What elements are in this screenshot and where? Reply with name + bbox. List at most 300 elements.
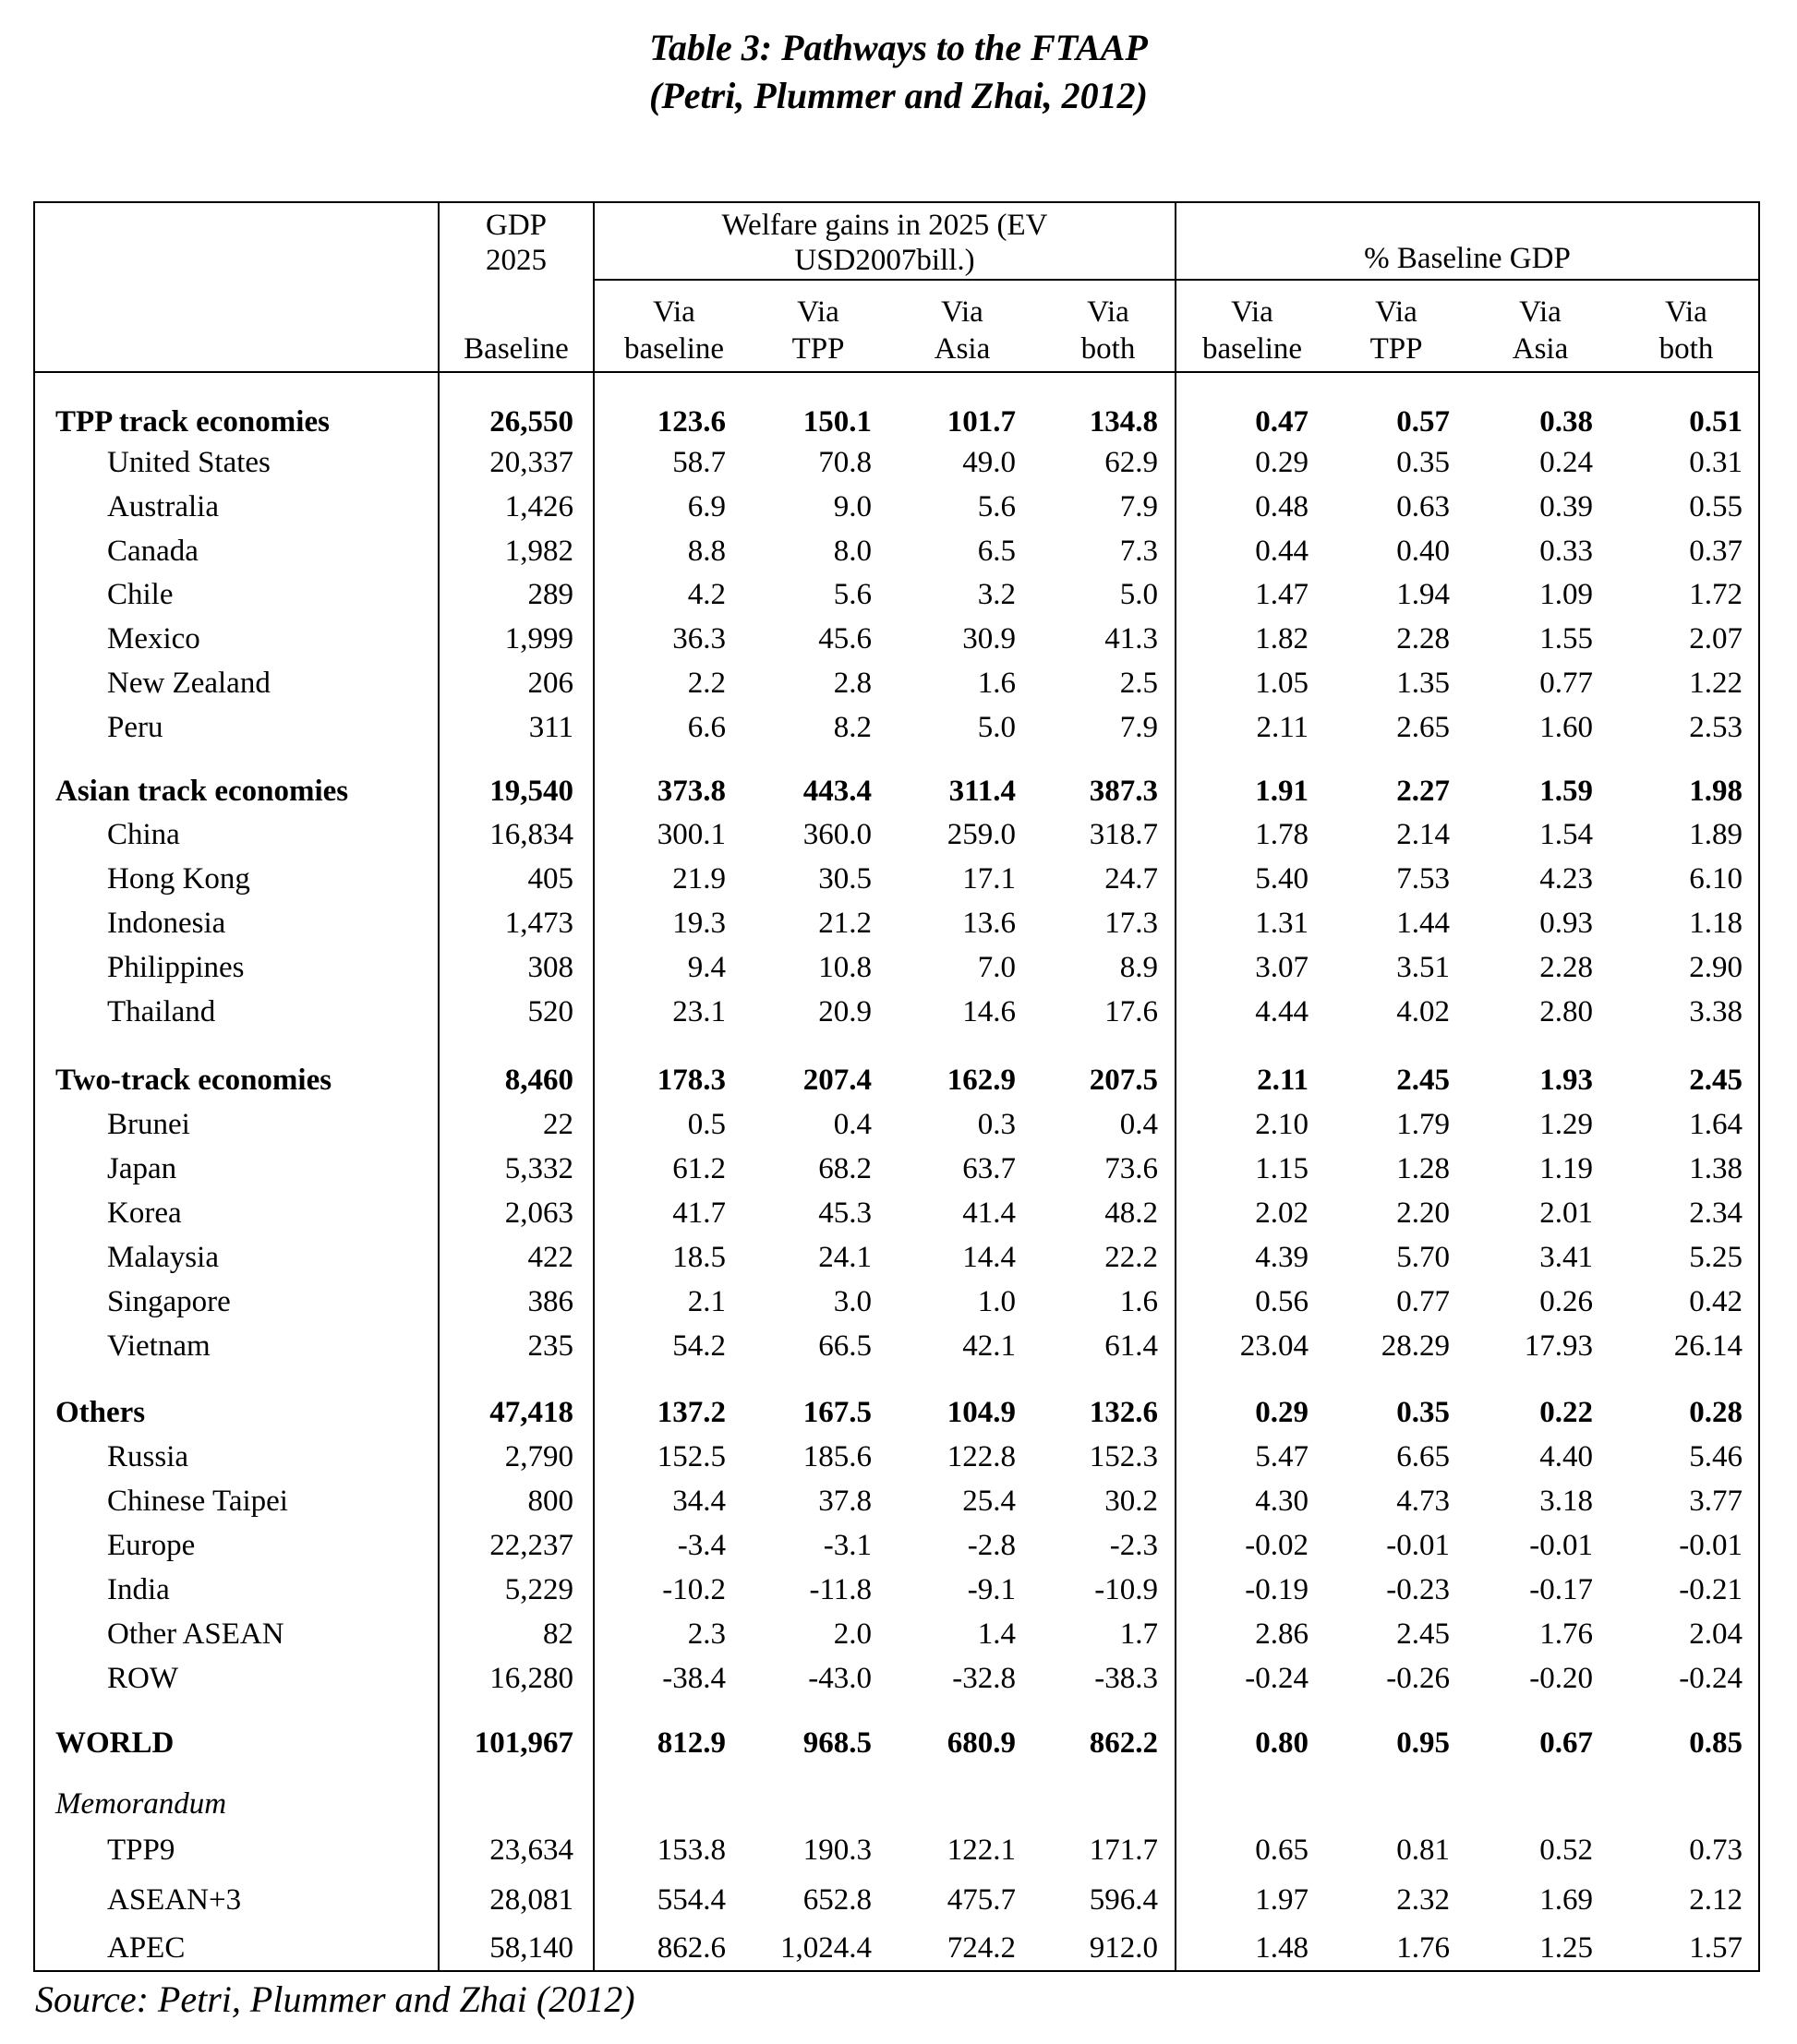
table-cell: 1.59 bbox=[1539, 775, 1593, 808]
memorandum-label: Memorandum bbox=[55, 1787, 227, 1821]
table-cell: -0.01 bbox=[1386, 1529, 1450, 1562]
table-cell: 45.6 bbox=[818, 622, 872, 655]
table-cell: 300.1 bbox=[657, 818, 726, 851]
table-cell: 5.47 bbox=[1255, 1440, 1309, 1473]
table-cell: 3.51 bbox=[1396, 951, 1450, 984]
table-cell: 23.04 bbox=[1239, 1329, 1309, 1363]
table-cell: 137.2 bbox=[657, 1396, 726, 1429]
table-cell: 26.14 bbox=[1673, 1329, 1743, 1363]
table-cell: 132.6 bbox=[1089, 1396, 1158, 1429]
column-subheader: Via bbox=[1231, 295, 1273, 329]
table-cell: 49.0 bbox=[962, 446, 1016, 479]
table-cell: 318.7 bbox=[1089, 818, 1158, 851]
economy-label: ROW bbox=[107, 1662, 178, 1695]
table-cell: 66.5 bbox=[818, 1329, 872, 1363]
table-cell: 520 bbox=[527, 995, 573, 1028]
gdp-header-line1: GDP bbox=[485, 209, 548, 242]
table-cell: 596.4 bbox=[1089, 1883, 1158, 1917]
table-cell: 7.0 bbox=[977, 951, 1016, 984]
table-cell: 1.47 bbox=[1255, 578, 1309, 611]
table-cell: -0.26 bbox=[1386, 1662, 1450, 1695]
table-cell: 4.40 bbox=[1539, 1440, 1593, 1473]
table-cell: -38.3 bbox=[1094, 1662, 1158, 1695]
table-cell: 6.6 bbox=[687, 711, 726, 744]
table-cell: 9.4 bbox=[687, 951, 726, 984]
column-subheader: Via bbox=[797, 295, 839, 329]
table-cell: 4.23 bbox=[1539, 862, 1593, 896]
table-cell: 61.4 bbox=[1104, 1329, 1158, 1363]
table-cell: 1.6 bbox=[977, 667, 1016, 700]
table-cell: 104.9 bbox=[947, 1396, 1016, 1429]
economy-label: Other ASEAN bbox=[107, 1617, 284, 1651]
table-cell: 2.3 bbox=[687, 1617, 726, 1651]
table-cell: 101.7 bbox=[947, 405, 1016, 439]
economy-label: Singapore bbox=[107, 1285, 231, 1318]
table-cell: 1.48 bbox=[1255, 1931, 1309, 1965]
table-cell: -0.17 bbox=[1529, 1573, 1593, 1606]
table-cell: 30.5 bbox=[818, 862, 872, 896]
table-cell: 153.8 bbox=[657, 1834, 726, 1867]
table-cell: 3.41 bbox=[1539, 1241, 1593, 1274]
table-cell: 2,063 bbox=[504, 1196, 573, 1230]
table-cell: 2.1 bbox=[687, 1285, 726, 1318]
group-label: Others bbox=[55, 1396, 146, 1429]
economy-label: APEC bbox=[107, 1931, 186, 1965]
table-cell: 162.9 bbox=[947, 1064, 1016, 1097]
table-cell: 1,024.4 bbox=[780, 1931, 872, 1965]
table-cell: 1.6 bbox=[1119, 1285, 1158, 1318]
table-cell: 0.26 bbox=[1539, 1285, 1593, 1318]
table-cell: 48.2 bbox=[1104, 1196, 1158, 1230]
table-cell: 22,237 bbox=[489, 1529, 573, 1562]
table-cell: 0.4 bbox=[833, 1108, 872, 1141]
table-cell: 1.97 bbox=[1255, 1883, 1309, 1917]
table-cell: 1.94 bbox=[1396, 578, 1450, 611]
table-cell: 386 bbox=[527, 1285, 573, 1318]
table-cell: 14.4 bbox=[962, 1241, 1016, 1274]
table-cell: 8.2 bbox=[833, 711, 872, 744]
column-subheader: Asia bbox=[1512, 332, 1569, 366]
table-cell: 311.4 bbox=[948, 775, 1016, 808]
column-subheader: Via bbox=[1375, 295, 1417, 329]
table-cell: 968.5 bbox=[802, 1726, 872, 1760]
table-cell: 1.89 bbox=[1689, 818, 1743, 851]
table-cell: 1,982 bbox=[504, 535, 573, 568]
table-cell: 7.9 bbox=[1119, 490, 1158, 523]
table-cell: 1.82 bbox=[1255, 622, 1309, 655]
table-cell: 0.51 bbox=[1689, 405, 1743, 439]
column-subheader: Via bbox=[941, 295, 983, 329]
economy-label: Japan bbox=[107, 1152, 177, 1185]
table-cell: 2.34 bbox=[1689, 1196, 1743, 1230]
table-cell: -0.02 bbox=[1245, 1529, 1309, 1562]
table-cell: 1.93 bbox=[1539, 1064, 1593, 1097]
table-cell: 4.39 bbox=[1255, 1241, 1309, 1274]
table-cell: 862.2 bbox=[1089, 1726, 1158, 1760]
table-cell: 862.6 bbox=[657, 1931, 726, 1965]
table-cell: 1.55 bbox=[1539, 622, 1593, 655]
table-cell: 28.29 bbox=[1381, 1329, 1450, 1363]
table-cell: 2.01 bbox=[1539, 1196, 1593, 1230]
table-cell: 14.6 bbox=[962, 995, 1016, 1028]
table-cell: 5.25 bbox=[1689, 1241, 1743, 1274]
table-cell: 1.25 bbox=[1539, 1931, 1593, 1965]
table-cell: 652.8 bbox=[802, 1883, 872, 1917]
table-cell: -3.1 bbox=[823, 1529, 872, 1562]
table-cell: 54.2 bbox=[672, 1329, 726, 1363]
table-cell: 1.15 bbox=[1255, 1152, 1309, 1185]
table-cell: 0.52 bbox=[1539, 1834, 1593, 1867]
table-cell: 190.3 bbox=[802, 1834, 872, 1867]
table-cell: 5.6 bbox=[833, 578, 872, 611]
table-cell: 1.76 bbox=[1396, 1931, 1450, 1965]
economy-label: Australia bbox=[107, 490, 219, 523]
table-cell: 16,280 bbox=[489, 1662, 573, 1695]
table-cell: -32.8 bbox=[952, 1662, 1016, 1695]
table-cell: 1.35 bbox=[1396, 667, 1450, 700]
table-cell: -2.8 bbox=[967, 1529, 1016, 1562]
table-cell: 30.2 bbox=[1104, 1485, 1158, 1518]
table-cell: 1.64 bbox=[1689, 1108, 1743, 1141]
table-cell: 6.10 bbox=[1689, 862, 1743, 896]
table-cell: 0.81 bbox=[1396, 1834, 1450, 1867]
column-subheader: baseline bbox=[1201, 332, 1303, 366]
table-cell: 22 bbox=[543, 1108, 573, 1141]
table-cell: 475.7 bbox=[947, 1883, 1016, 1917]
column-subheader: Via bbox=[1665, 295, 1707, 329]
economy-label: Brunei bbox=[107, 1108, 190, 1141]
table-cell: 0.35 bbox=[1396, 1396, 1450, 1429]
table-cell: 0.85 bbox=[1689, 1726, 1743, 1760]
table-cell: 123.6 bbox=[657, 405, 726, 439]
table-cell: -0.19 bbox=[1245, 1573, 1309, 1606]
column-subheader: Asia bbox=[934, 332, 991, 366]
table-cell: 2.28 bbox=[1539, 951, 1593, 984]
table-cell: 17.3 bbox=[1104, 907, 1158, 940]
table-cell: -0.21 bbox=[1679, 1573, 1743, 1606]
table-cell: 259.0 bbox=[947, 818, 1016, 851]
column-subheader: TPP bbox=[1369, 332, 1423, 366]
column-subheader: both bbox=[1658, 332, 1714, 366]
economy-label: Indonesia bbox=[107, 907, 226, 940]
column-subheader: TPP bbox=[791, 332, 845, 366]
group-label: Two-track economies bbox=[55, 1064, 332, 1097]
table-cell: 308 bbox=[527, 951, 573, 984]
economy-label: China bbox=[107, 818, 180, 851]
table-cell: 5,332 bbox=[504, 1152, 573, 1185]
table-cell: 1.79 bbox=[1396, 1108, 1450, 1141]
table-cell: -0.23 bbox=[1386, 1573, 1450, 1606]
table-cell: 0.4 bbox=[1119, 1108, 1158, 1141]
table-cell: 4.2 bbox=[687, 578, 726, 611]
table-cell: 26,550 bbox=[489, 405, 573, 439]
table-cell: 554.4 bbox=[657, 1883, 726, 1917]
table-cell: 6.65 bbox=[1396, 1440, 1450, 1473]
table-cell: 24.1 bbox=[818, 1241, 872, 1274]
table-cell: 1.44 bbox=[1396, 907, 1450, 940]
table-cell: 28,081 bbox=[489, 1883, 573, 1917]
table-cell: 68.2 bbox=[818, 1152, 872, 1185]
table-cell: 2.0 bbox=[833, 1617, 872, 1651]
table-cell: -0.01 bbox=[1529, 1529, 1593, 1562]
table-cell: 2.5 bbox=[1119, 667, 1158, 700]
table-cell: 5,229 bbox=[504, 1573, 573, 1606]
table-cell: 8.9 bbox=[1119, 951, 1158, 984]
table-cell: 5.46 bbox=[1689, 1440, 1743, 1473]
table-cell: 152.5 bbox=[657, 1440, 726, 1473]
table-cell: 0.42 bbox=[1689, 1285, 1743, 1318]
economy-label: Philippines bbox=[107, 951, 245, 984]
table-cell: 37.8 bbox=[818, 1485, 872, 1518]
table-cell: 24.7 bbox=[1104, 862, 1158, 896]
table-cell: 1.19 bbox=[1539, 1152, 1593, 1185]
table-cell: 25.4 bbox=[962, 1485, 1016, 1518]
economy-label: Vietnam bbox=[107, 1329, 211, 1363]
table-cell: 10.8 bbox=[818, 951, 872, 984]
table-cell: 7.53 bbox=[1396, 862, 1450, 896]
table-cell: 30.9 bbox=[962, 622, 1016, 655]
table-cell: 101,967 bbox=[474, 1726, 573, 1760]
table-cell: 2.80 bbox=[1539, 995, 1593, 1028]
economy-label: Hong Kong bbox=[107, 862, 250, 896]
table-cell: 19.3 bbox=[672, 907, 726, 940]
table-cell: 5.6 bbox=[977, 490, 1016, 523]
table-cell: 1.09 bbox=[1539, 578, 1593, 611]
table-cell: 1,426 bbox=[504, 490, 573, 523]
table-cell: 6.5 bbox=[977, 535, 1016, 568]
table-cell: 2.02 bbox=[1255, 1196, 1309, 1230]
table-cell: 2,790 bbox=[504, 1440, 573, 1473]
table-cell: 167.5 bbox=[802, 1396, 872, 1429]
table-cell: 20,337 bbox=[489, 446, 573, 479]
table-cell: 0.31 bbox=[1689, 446, 1743, 479]
table-cell: 4.44 bbox=[1255, 995, 1309, 1028]
table-cell: 2.53 bbox=[1689, 711, 1743, 744]
table-cell: 2.32 bbox=[1396, 1883, 1450, 1917]
table-cell: 5.0 bbox=[977, 711, 1016, 744]
table-cell: 185.6 bbox=[802, 1440, 872, 1473]
table-cell: 171.7 bbox=[1089, 1834, 1158, 1867]
table-cell: 7.9 bbox=[1119, 711, 1158, 744]
table-cell: 1.29 bbox=[1539, 1108, 1593, 1141]
table-cell: 0.56 bbox=[1255, 1285, 1309, 1318]
table-cell: 23,634 bbox=[489, 1834, 573, 1867]
column-subheader: Via bbox=[1087, 295, 1129, 329]
table-cell: -10.2 bbox=[662, 1573, 726, 1606]
table-cell: 2.86 bbox=[1255, 1617, 1309, 1651]
economy-label: TPP9 bbox=[107, 1834, 175, 1867]
header-bottom-rule bbox=[35, 371, 1758, 373]
table-cell: 0.77 bbox=[1539, 667, 1593, 700]
table-cell: 18.5 bbox=[672, 1241, 726, 1274]
table-cell: 207.4 bbox=[802, 1064, 872, 1097]
table-cell: 2.20 bbox=[1396, 1196, 1450, 1230]
table-cell: 0.93 bbox=[1539, 907, 1593, 940]
table-cell: 206 bbox=[527, 667, 573, 700]
economy-label: India bbox=[107, 1573, 170, 1606]
table-cell: 2.2 bbox=[687, 667, 726, 700]
table-cell: 41.3 bbox=[1104, 622, 1158, 655]
table-cell: 4.02 bbox=[1396, 995, 1450, 1028]
table-cell: 0.28 bbox=[1689, 1396, 1743, 1429]
source-note: Source: Petri, Plummer and Zhai (2012) bbox=[35, 1978, 635, 2020]
table-cell: -2.3 bbox=[1109, 1529, 1158, 1562]
table-cell: 1.72 bbox=[1689, 578, 1743, 611]
table-cell: 0.73 bbox=[1689, 1834, 1743, 1867]
economy-label: ASEAN+3 bbox=[107, 1883, 242, 1917]
table-cell: 5.0 bbox=[1119, 578, 1158, 611]
table-cell: 422 bbox=[527, 1241, 573, 1274]
table-cell: 0.44 bbox=[1255, 535, 1309, 568]
table-cell: 3.18 bbox=[1539, 1485, 1593, 1518]
table-cell: 17.1 bbox=[962, 862, 1016, 896]
table-cell: 34.4 bbox=[672, 1485, 726, 1518]
column-subheader: Via bbox=[653, 295, 695, 329]
table-cell: 134.8 bbox=[1089, 405, 1158, 439]
table-cell: 1.4 bbox=[977, 1617, 1016, 1651]
table-cell: 1.38 bbox=[1689, 1152, 1743, 1185]
table-cell: 1.76 bbox=[1539, 1617, 1593, 1651]
table-cell: 1,999 bbox=[504, 622, 573, 655]
table-cell: 1.78 bbox=[1255, 818, 1309, 851]
table-cell: 912.0 bbox=[1089, 1931, 1158, 1965]
table-cell: 1.57 bbox=[1689, 1931, 1743, 1965]
table-cell: 800 bbox=[527, 1485, 573, 1518]
table-cell: 0.24 bbox=[1539, 446, 1593, 479]
table-cell: 0.38 bbox=[1539, 405, 1593, 439]
table-cell: 2.10 bbox=[1255, 1108, 1309, 1141]
economy-label: United States bbox=[107, 446, 271, 479]
table-cell: 2.11 bbox=[1257, 1064, 1309, 1097]
welfare-header-line1: Welfare gains in 2025 (EV bbox=[721, 209, 1048, 242]
table-cell: 8,460 bbox=[504, 1064, 573, 1097]
table-cell: -9.1 bbox=[967, 1573, 1016, 1606]
table-cell: 5.70 bbox=[1396, 1241, 1450, 1274]
table-cell: 122.1 bbox=[947, 1834, 1016, 1867]
table-cell: 2.90 bbox=[1689, 951, 1743, 984]
table-cell: 405 bbox=[527, 862, 573, 896]
table-cell: 387.3 bbox=[1089, 775, 1158, 808]
table-cell: 360.0 bbox=[802, 818, 872, 851]
table-cell: -0.20 bbox=[1529, 1662, 1593, 1695]
table-cell: 0.77 bbox=[1396, 1285, 1450, 1318]
table-cell: 0.37 bbox=[1689, 535, 1743, 568]
economy-label: Europe bbox=[107, 1529, 196, 1562]
column-subheader: Via bbox=[1519, 295, 1562, 329]
table-cell: 2.04 bbox=[1689, 1617, 1743, 1651]
table-cell: 2.11 bbox=[1256, 711, 1309, 744]
economy-label: Chile bbox=[107, 578, 174, 611]
table-cell: 0.48 bbox=[1255, 490, 1309, 523]
table-cell: 19,540 bbox=[489, 775, 573, 808]
economy-label: Canada bbox=[107, 535, 199, 568]
table-cell: 289 bbox=[527, 578, 573, 611]
table-cell: 0.47 bbox=[1255, 405, 1309, 439]
table-cell: 812.9 bbox=[657, 1726, 726, 1760]
table-cell: 2.45 bbox=[1396, 1617, 1450, 1651]
table-cell: -0.01 bbox=[1679, 1529, 1743, 1562]
table-cell: 2.45 bbox=[1396, 1064, 1450, 1097]
economy-label: Chinese Taipei bbox=[107, 1485, 288, 1518]
pct-baseline-header: % Baseline GDP bbox=[1364, 242, 1571, 275]
table-cell: 42.1 bbox=[962, 1329, 1016, 1363]
table-cell: 0.65 bbox=[1255, 1834, 1309, 1867]
table-cell: 2.28 bbox=[1396, 622, 1450, 655]
table-cell: 178.3 bbox=[657, 1064, 726, 1097]
table-cell: 373.8 bbox=[657, 775, 726, 808]
table-cell: 41.7 bbox=[672, 1196, 726, 1230]
table-cell: 3.0 bbox=[833, 1285, 872, 1318]
table-cell: 207.5 bbox=[1089, 1064, 1158, 1097]
table-cell: -3.4 bbox=[677, 1529, 726, 1562]
table-cell: 45.3 bbox=[818, 1196, 872, 1230]
table-cell: 1.7 bbox=[1119, 1617, 1158, 1651]
group-label: WORLD bbox=[55, 1726, 175, 1760]
table-cell: 0.80 bbox=[1255, 1726, 1309, 1760]
table-cell: 0.29 bbox=[1255, 1396, 1309, 1429]
table-cell: 1.60 bbox=[1539, 711, 1593, 744]
table-cell: 3.77 bbox=[1689, 1485, 1743, 1518]
table-cell: 13.6 bbox=[962, 907, 1016, 940]
table-cell: 2.8 bbox=[833, 667, 872, 700]
table-cell: 0.57 bbox=[1396, 405, 1450, 439]
table-cell: 0.67 bbox=[1539, 1726, 1593, 1760]
table-cell: 7.3 bbox=[1119, 535, 1158, 568]
table-cell: 1.0 bbox=[977, 1285, 1016, 1318]
gdp-baseline-label: Baseline bbox=[464, 332, 569, 366]
group-label: Asian track economies bbox=[55, 775, 349, 808]
table-cell: 0.29 bbox=[1255, 446, 1309, 479]
table-cell: 62.9 bbox=[1104, 446, 1158, 479]
table-cell: 3.2 bbox=[977, 578, 1016, 611]
gdp-header-line2: 2025 bbox=[486, 244, 547, 277]
economy-label: Mexico bbox=[107, 622, 200, 655]
table-cell: 61.2 bbox=[672, 1152, 726, 1185]
table-cell: 8.0 bbox=[833, 535, 872, 568]
table-cell: 152.3 bbox=[1089, 1440, 1158, 1473]
table-cell: 0.33 bbox=[1539, 535, 1593, 568]
table-cell: 2.27 bbox=[1396, 775, 1450, 808]
economy-label: New Zealand bbox=[107, 667, 271, 700]
table-cell: 16,834 bbox=[489, 818, 573, 851]
table-cell: 1.05 bbox=[1255, 667, 1309, 700]
table-cell: 1.22 bbox=[1689, 667, 1743, 700]
table-cell: 8.8 bbox=[687, 535, 726, 568]
welfare-header-line2: USD2007bill.) bbox=[794, 244, 975, 277]
table-cell: 1,473 bbox=[504, 907, 573, 940]
table-cell: 0.39 bbox=[1539, 490, 1593, 523]
economy-label: Peru bbox=[107, 711, 163, 744]
table-cell: 22.2 bbox=[1104, 1241, 1158, 1274]
table-cell: 70.8 bbox=[818, 446, 872, 479]
table-cell: -0.24 bbox=[1245, 1662, 1309, 1695]
economy-label: Thailand bbox=[107, 995, 216, 1028]
table-cell: 0.63 bbox=[1396, 490, 1450, 523]
table-cell: 41.4 bbox=[962, 1196, 1016, 1230]
table-cell: 235 bbox=[527, 1329, 573, 1363]
table-cell: 1.69 bbox=[1539, 1883, 1593, 1917]
column-subheader: both bbox=[1080, 332, 1136, 366]
column-subheader: baseline bbox=[623, 332, 725, 366]
table-cell: 4.73 bbox=[1396, 1485, 1450, 1518]
table-cell: 680.9 bbox=[947, 1726, 1016, 1760]
table-cell: 4.30 bbox=[1255, 1485, 1309, 1518]
results-table bbox=[33, 201, 1760, 1972]
table-cell: 443.4 bbox=[802, 775, 872, 808]
table-cell: 1.54 bbox=[1539, 818, 1593, 851]
table-cell: 2.45 bbox=[1689, 1064, 1743, 1097]
group-label: TPP track economies bbox=[55, 405, 330, 439]
